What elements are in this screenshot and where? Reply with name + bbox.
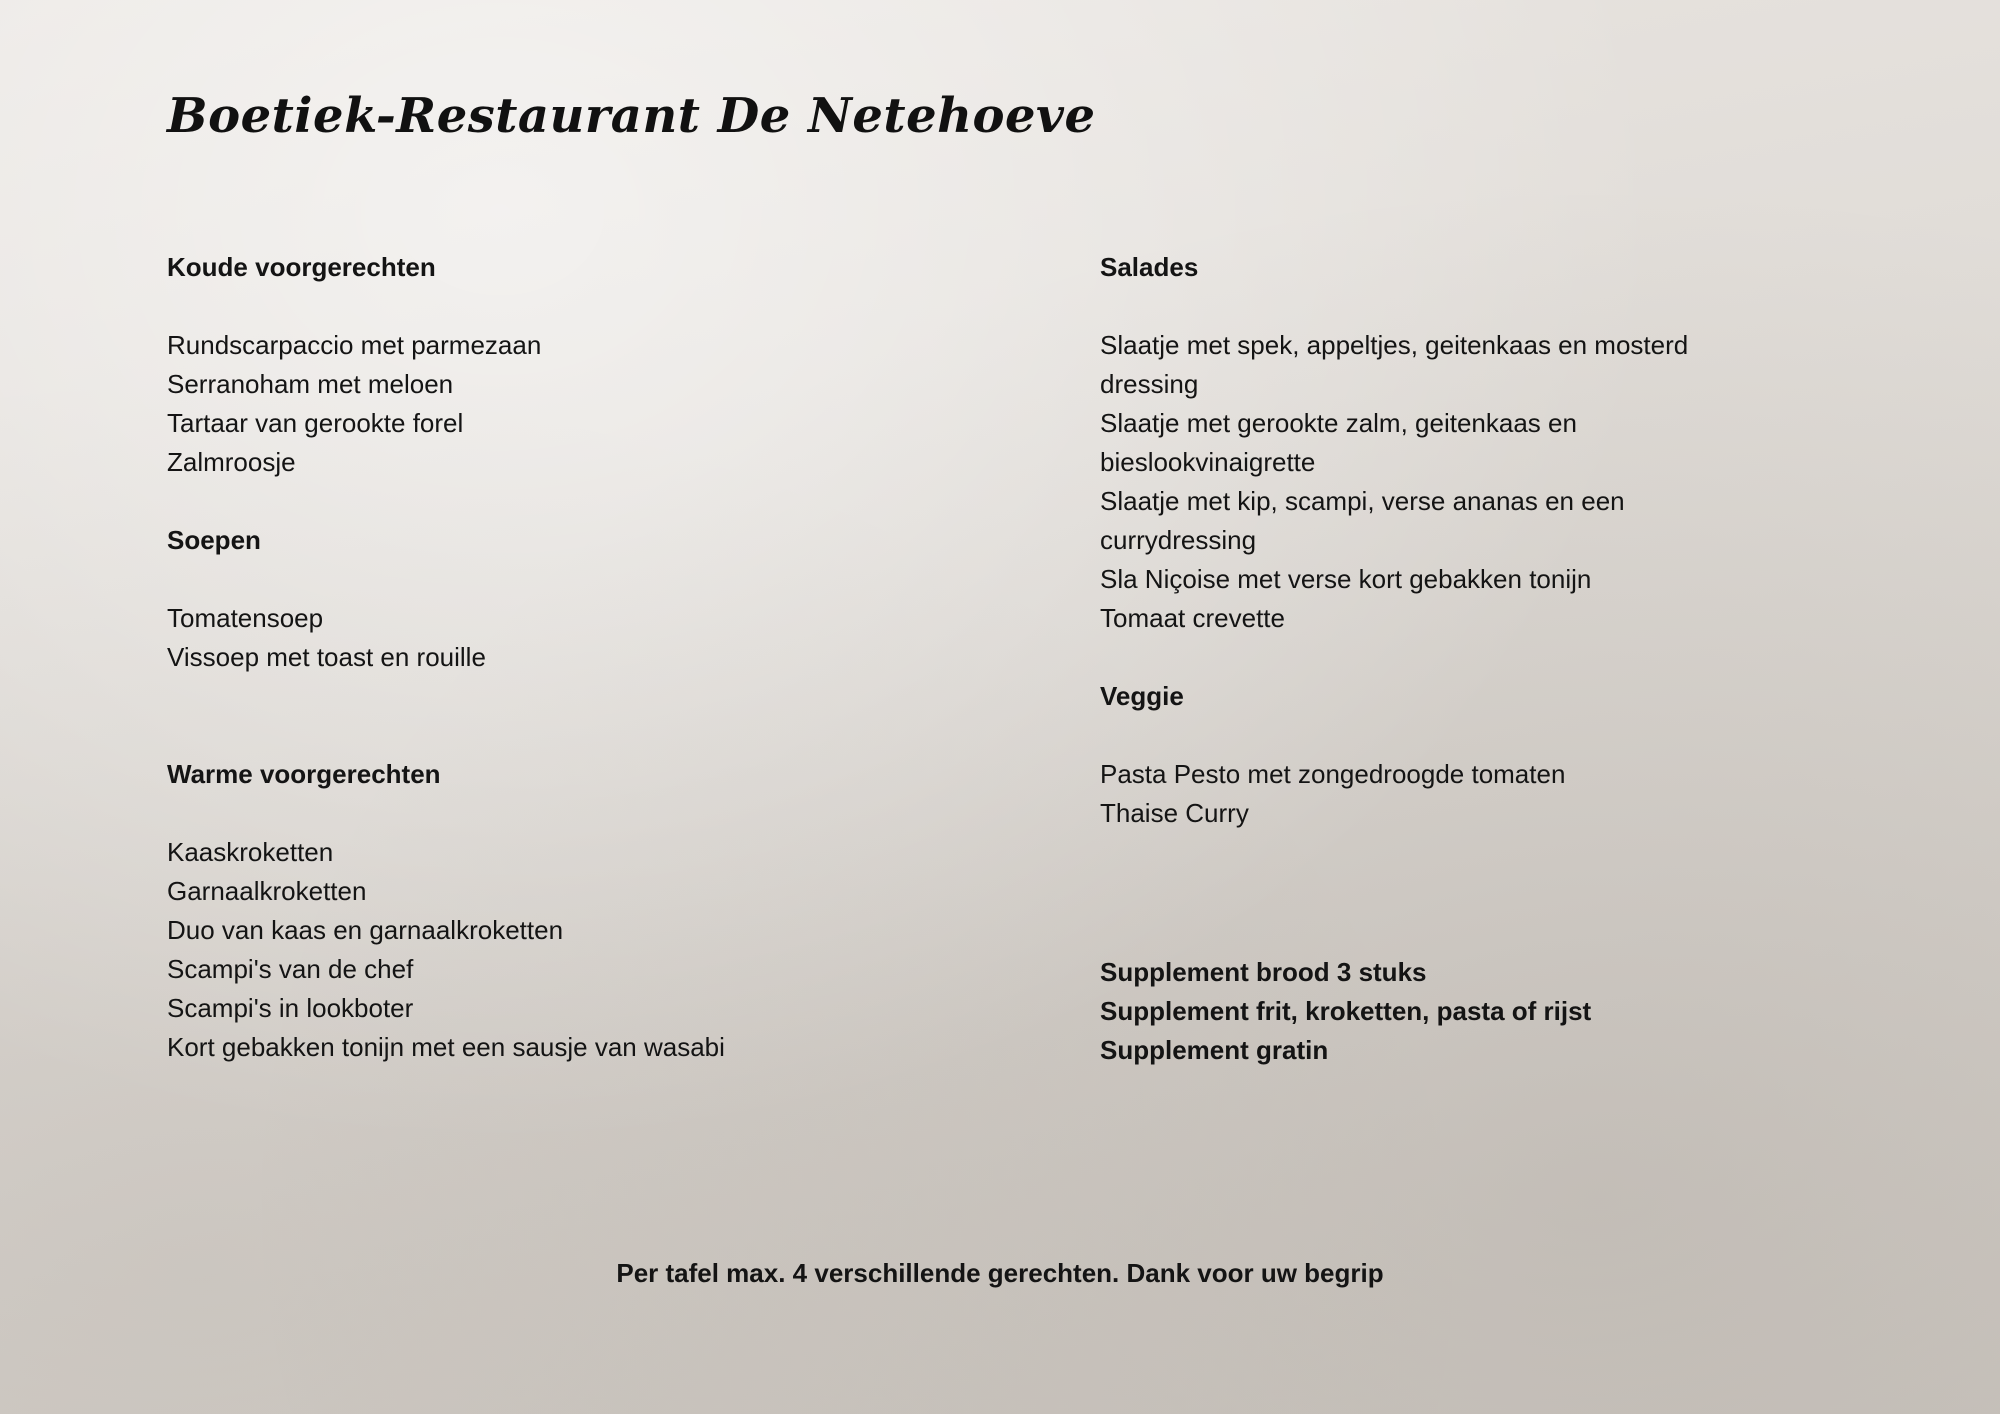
menu-item: Scampi's in lookboter [167,993,414,1023]
menu-column-right [1100,248,1700,872]
menu-column-left [167,248,787,1106]
menu-item: Garnaalkroketten [167,876,367,906]
menu-item: Scampi's van de chef [167,954,414,984]
menu-item-list [167,833,787,1067]
menu-item: Thaise Curry [1100,798,1249,828]
section-warme-voorgerechten [167,755,787,1067]
menu-item: Tomatensoep [167,603,324,633]
section-soepen [167,521,787,716]
supplement-item: Supplement frit, kroketten, pasta of rijst [1100,996,1592,1026]
menu-item: Tomaat crevette [1100,603,1285,633]
menu-item-list [167,326,787,482]
menu-item-list [1100,326,1700,638]
menu-item: Pasta Pesto met zongedroogde tomaten [1100,759,1566,789]
supplement-item: Supplement brood 3 stuks [1100,957,1427,987]
menu-item-list [167,599,787,677]
section-heading: Soepen [167,525,261,555]
menu-item: Serranoham met meloen [167,369,454,399]
section-koude-voorgerechten [167,248,787,482]
menu-item: Slaatje met gerookte zalm, geitenkaas en bieslookvinaigrette [1100,408,1577,477]
menu-item: Slaatje met spek, appeltjes, geitenkaas en mosterd dressing [1100,330,1689,399]
page-title: Boetiek-Restaurant De Netehoeve [167,88,1096,144]
menu-item: Kaaskroketten [167,837,334,867]
menu-item: Sla Niçoise met verse kort gebakken tonijn [1100,564,1592,594]
menu-item: Vissoep met toast en rouille [167,642,486,672]
menu-item: Kort gebakken tonijn met een sausje van wasabi [167,1032,725,1062]
menu-item: Slaatje met kip, scampi, verse ananas en een currydressing [1100,486,1625,555]
section-heading: Salades [1100,252,1199,282]
menu-item: Zalmroosje [167,447,296,477]
spacer [167,677,787,716]
section-veggie [1100,677,1700,833]
menu-item: Rundscarpaccio met parmezaan [167,330,542,360]
section-heading: Koude voorgerechten [167,252,436,282]
supplement-item: Supplement gratin [1100,1035,1329,1065]
menu-item: Tartaar van gerookte forel [167,408,464,438]
section-heading: Warme voorgerechten [167,759,441,789]
menu-item-list [1100,755,1700,833]
supplements-list [1100,953,1591,1070]
section-heading: Veggie [1100,681,1184,711]
footer-note: Per tafel max. 4 verschillende gerechten. Dank voor uw begrip [616,1258,1384,1288]
menu-item: Duo van kaas en garnaalkroketten [167,915,564,945]
section-salades [1100,248,1700,638]
